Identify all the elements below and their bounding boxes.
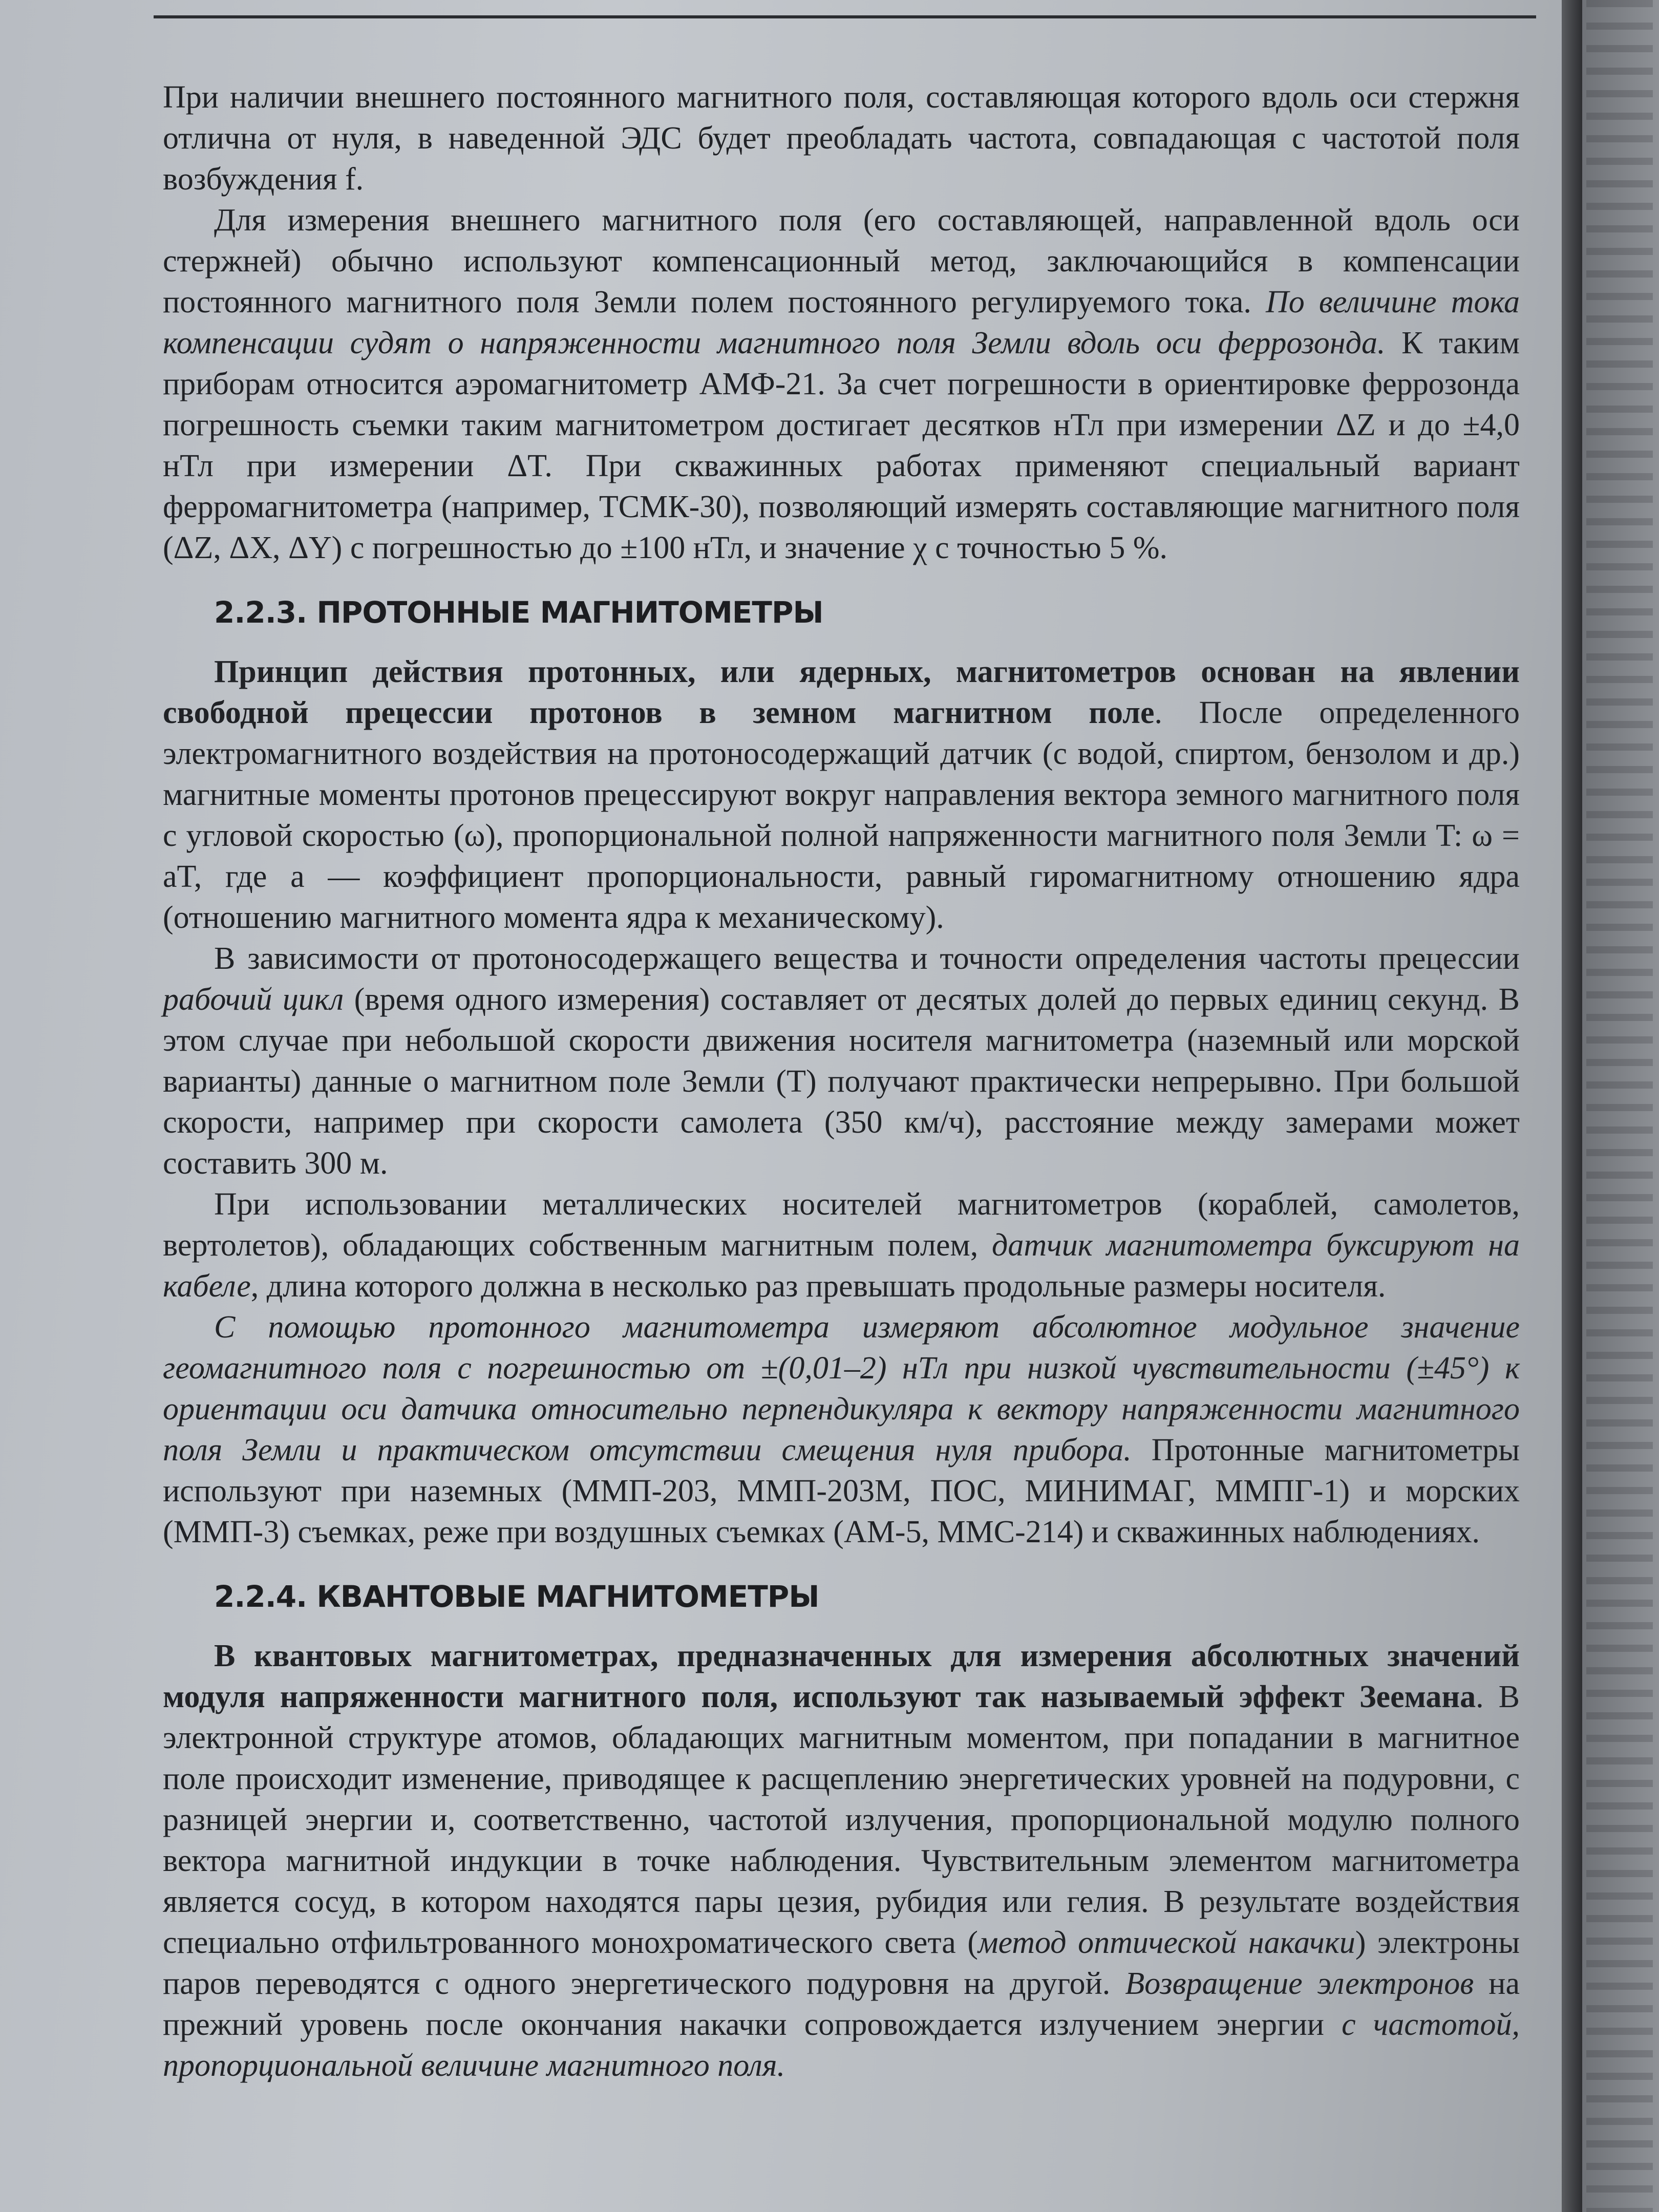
facing-page-text-ghost xyxy=(1586,0,1653,2212)
facing-page-edge xyxy=(1582,0,1659,2212)
paragraph-proton-accuracy: С помощью протонного магнитометра измеряют абсолютное модульное значение геомагнитного поля с погрешностью от ±(0,01–2) нТл при низкой чувствительности (±45°) к ориентации оси датчика относительно перпендикуляра к вектору напряженности магнитного поля Земли и практическом отсутствии смещения нуля прибора. Протонные магнитометры используют при наземных (ММП-203, ММП-203М, ПОС, МИНИМАГ, ММПГ-1) и морских (ММП-3) съемках, реже при воздушных съемках (АМ-5, ММС-214) и скважинных наблюдениях. xyxy=(163,1310,1520,1549)
book-spine-shadow xyxy=(1562,0,1582,2212)
section-heading-quantum: 2.2.4. КВАНТОВЫЕ МАГНИТОМЕТРЫ xyxy=(214,1579,819,1614)
header-rule xyxy=(154,15,1536,18)
section-heading-proton: 2.2.3. ПРОТОННЫЕ МАГНИТОМЕТРЫ xyxy=(214,595,823,630)
paragraph-ac-field: При наличии внешнего постоянного магнитного поля, составляющая которого вдоль оси стержня отлична от нуля, в наведенной ЭДС будет преобладать частота, совпадающая с частотой поля возбуждения f. xyxy=(163,80,1520,197)
paragraph-compensation-method: Для измерения внешнего магнитного поля (его составляющей, направленной вдоль оси стержней) обычно используют компенсационный метод, заключающийся в компенсации постоянного магнитного поля Земли полем постоянного регулируемого тока. По величине тока компенсации судят о напряженности магнитного поля Земли вдоль оси феррозонда. К таким приборам относится аэромагнитометр АМФ-21. За счет погрешности в ориентировке феррозонда погрешность съемки таким магнитометром достигает десятков нТл при измерении ΔZ и до ±4,0 нТл при измерении ΔT. При скважинных работах применяют специальный вариант ферромагнитометра (например, ТСМК-30), позволяющий измерять составляющие магнитного поля (ΔZ, ΔX, ΔY) с погрешностью до ±100 нТл, и значение χ с точностью 5 %. xyxy=(163,203,1520,565)
paragraph-proton-principle: Принцип действия протонных, или ядерных, магнитометров основан на явлении свободной прецессии протонов в земном магнитном поле. После определенного электромагнитного воздействия на протоносодержащий датчик (с водой, спиртом, бензолом и др.) магнитные моменты протонов прецессируют вокруг направления вектора земного магнитного поля с угловой скоростью (ω), пропорциональной полной напряженности магнитного поля Земли T: ω = aT, где a — коэффициент пропорциональности, равный гиромагнитному отношению ядра (отношению магнитного момента ядра к механическому). xyxy=(163,654,1520,935)
page-text xyxy=(163,77,1520,2086)
paragraph-work-cycle: В зависимости от протоносодержащего вещества и точности определения частоты прецессии рабочий цикл (время одного измерения) составляет от десятых долей до первых единиц секунд. В этом случае при небольшой скорости движения носителя магнитометра (наземный или морской варианты) данные о магнитном поле Земли (T) получают практически непрерывно. При большой скорости, например при скорости самолета (350 км/ч), расстояние между замерами может составить 300 м. xyxy=(163,941,1520,1181)
paragraph-quantum-principle: В квантовых магнитометрах, предназначенных для измерения абсолютных значений модуля напряженности магнитного поля, используют так называемый эффект Зеемана. В электронной структуре атомов, обладающих магнитным моментом, при попадании в магнитное поле происходит изменение, приводящее к расщеплению энергетических уровней на подуровни, с разницей энергии и, соответственно, частотой излучения, пропорциональной модулю полного вектора магнитной индукции в точке наблюдения. Чувствительным элементом магнитометра является сосуд, в котором находятся пары цезия, рубидия или гелия. В результате воздействия специально отфильтрованного монохроматического света (метод оптической накачки) электроны паров переводятся с одного энергетического подуровня на другой. Возвращение электронов на прежний уровень после окончания накачки сопровождается излучением энергии с частотой, пропорциональной величине магнитного поля. xyxy=(163,1639,1520,2083)
paragraph-towed-sensor: При использовании металлических носителей магнитометров (кораблей, самолетов, вертолетов), обладающих собственным магнитным полем, датчик магнитометра буксируют на кабеле, длина которого должна в несколько раз превышать продольные размеры носителя. xyxy=(163,1187,1520,1304)
